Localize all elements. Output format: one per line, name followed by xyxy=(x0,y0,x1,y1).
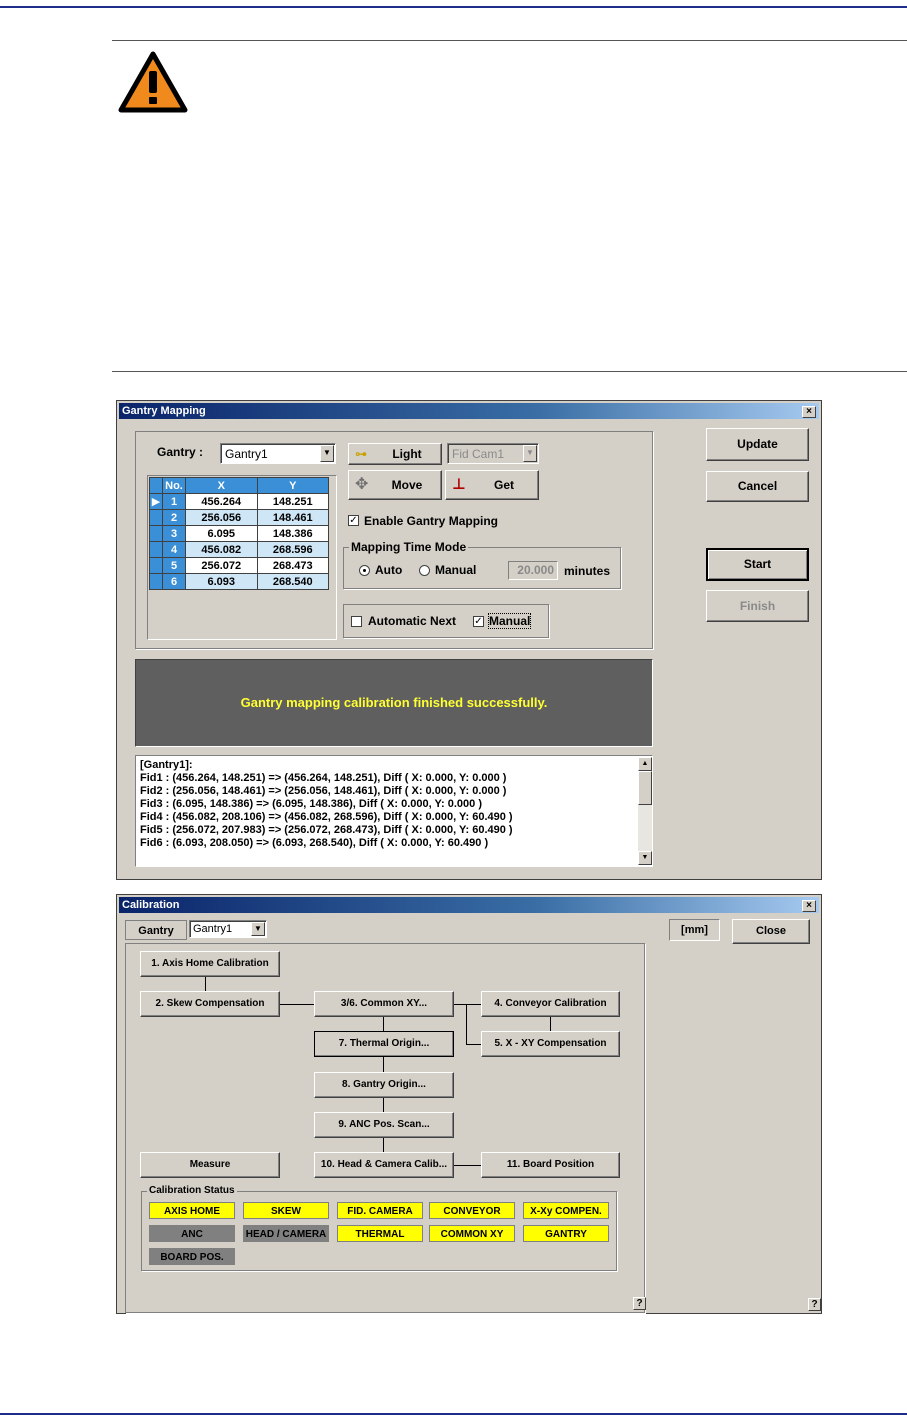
cell-y[interactable]: 148.251 xyxy=(257,494,329,510)
conveyor-calibration-button[interactable]: 4. Conveyor Calibration xyxy=(481,991,620,1017)
log-line: [Gantry1]: xyxy=(140,759,193,771)
cell-no: 1 xyxy=(163,494,186,510)
connector-line xyxy=(453,1165,481,1166)
gantry-select-value: Gantry1 xyxy=(193,923,233,935)
connector-line xyxy=(383,1098,384,1113)
cell-y[interactable]: 148.461 xyxy=(257,510,329,526)
row-selector xyxy=(150,542,163,558)
table-row[interactable] xyxy=(150,558,329,574)
status-thermal: THERMAL xyxy=(337,1225,423,1242)
status-common-xy: COMMON XY xyxy=(429,1225,515,1242)
manual-radio[interactable] xyxy=(419,565,430,576)
table-header-row xyxy=(150,478,329,494)
manual-checkbox[interactable]: ✓ xyxy=(474,616,483,627)
x-xy-compensation-button[interactable]: 5. X - XY Compensation xyxy=(481,1031,620,1057)
table-row[interactable] xyxy=(150,510,329,526)
gantry-label: Gantry : xyxy=(157,445,204,459)
window-title: Gantry Mapping xyxy=(122,405,206,417)
enable-mapping-label: Enable Gantry Mapping xyxy=(364,514,499,528)
status-axis-home: AXIS HOME xyxy=(149,1202,235,1219)
connector-line xyxy=(550,1017,551,1031)
status-x-xy-compen: X-Xy COMPEN. xyxy=(523,1202,609,1219)
fiducial-table xyxy=(149,477,329,590)
auto-label: Auto xyxy=(375,563,403,577)
close-window-button[interactable]: × xyxy=(802,406,816,418)
cell-x[interactable]: 456.082 xyxy=(186,542,258,558)
chevron-down-icon[interactable]: ▼ xyxy=(251,922,265,936)
status-board-pos: BOARD POS. xyxy=(149,1248,235,1265)
log-line: Fid6 : (6.093, 208.050) => (6.093, 268.540), Diff ( X: 0.000, Y: 60.490 ) xyxy=(140,837,489,849)
unit-indicator: [mm] xyxy=(669,919,720,941)
calibration-window xyxy=(116,894,822,1314)
connector-line xyxy=(205,977,206,991)
table-row[interactable] xyxy=(150,542,329,558)
header-x: X xyxy=(186,478,258,494)
scroll-up-icon[interactable]: ▲ xyxy=(638,757,652,771)
move-button[interactable] xyxy=(348,470,442,500)
log-text-area[interactable] xyxy=(137,757,637,865)
header-y: Y xyxy=(257,478,329,494)
gantry-select-value: Gantry1 xyxy=(225,447,268,461)
automatic-next-label: Automatic Next xyxy=(368,614,457,628)
light-button-label: Light xyxy=(392,447,422,461)
move-button-label: Move xyxy=(391,478,423,492)
chevron-down-icon[interactable]: ▼ xyxy=(320,445,334,462)
start-button[interactable]: Start xyxy=(706,548,809,581)
chevron-down-icon[interactable]: ▼ xyxy=(523,445,537,462)
help-icon[interactable]: ? xyxy=(808,1298,821,1311)
cell-x[interactable]: 6.093 xyxy=(186,574,258,590)
axis-home-calibration-button[interactable]: 1. Axis Home Calibration xyxy=(140,951,280,977)
cell-y[interactable]: 268.540 xyxy=(257,574,329,590)
get-button-label: Get xyxy=(493,478,514,492)
row-selector xyxy=(150,558,163,574)
gantry-mapping-window xyxy=(116,400,822,880)
cell-y[interactable]: 268.473 xyxy=(257,558,329,574)
manual-label: Manual xyxy=(435,563,477,577)
log-line: Fid5 : (256.072, 207.983) => (256.072, 268.473), Diff ( X: 0.000, Y: 60.490 ) xyxy=(140,824,513,836)
close-button[interactable]: Close xyxy=(732,919,810,944)
fiducial-table-frame xyxy=(147,475,337,640)
connector-line xyxy=(453,1004,481,1005)
mapping-time-mode-label: Mapping Time Mode xyxy=(351,540,467,554)
status-gantry: GANTRY xyxy=(523,1225,609,1242)
connector-line xyxy=(383,1057,384,1073)
warning-triangle-icon xyxy=(118,51,188,113)
connector-line xyxy=(466,1044,481,1045)
window-title: Calibration xyxy=(122,899,180,911)
log-line: Fid4 : (456.082, 208.106) => (456.082, 268.596), Diff ( X: 0.000, Y: 60.490 ) xyxy=(140,811,513,823)
enable-mapping-checkbox[interactable]: ✓ xyxy=(349,515,358,526)
top-rule xyxy=(0,6,907,8)
connector-line xyxy=(466,1004,467,1044)
move-arrows-icon: ✥ xyxy=(355,476,369,493)
status-message-panel: Gantry mapping calibration finished successfully. xyxy=(135,659,653,747)
axis-get-icon: ⊥ xyxy=(452,476,466,493)
cell-x[interactable]: 256.056 xyxy=(186,510,258,526)
calibration-status-label: Calibration Status xyxy=(149,1185,235,1196)
table-row[interactable] xyxy=(150,574,329,590)
cell-y[interactable]: 148.386 xyxy=(257,526,329,542)
table-row[interactable] xyxy=(150,494,329,510)
cell-y[interactable]: 268.596 xyxy=(257,542,329,558)
cancel-button[interactable]: Cancel xyxy=(706,471,809,502)
light-bulb-icon: ⊶ xyxy=(355,447,367,461)
anc-pos-scan-button[interactable]: 9. ANC Pos. Scan... xyxy=(314,1112,454,1138)
table-row[interactable] xyxy=(150,526,329,542)
cell-x[interactable]: 6.095 xyxy=(186,526,258,542)
skew-compensation-button[interactable]: 2. Skew Compensation xyxy=(140,991,280,1017)
connector-line xyxy=(383,1138,384,1153)
log-line: Fid2 : (256.056, 148.461) => (256.056, 148.461), Diff ( X: 0.000, Y: 0.000 ) xyxy=(140,785,507,797)
cell-no: 2 xyxy=(163,510,186,526)
gantry-select[interactable] xyxy=(189,920,267,938)
status-conveyor: CONVEYOR xyxy=(429,1202,515,1219)
fid-cam-select[interactable] xyxy=(447,443,539,464)
head-camera-calib-button[interactable]: 10. Head & Camera Calib... xyxy=(314,1152,454,1178)
automatic-next-checkbox[interactable] xyxy=(351,616,362,627)
cell-x[interactable]: 456.264 xyxy=(186,494,258,510)
cell-no: 4 xyxy=(163,542,186,558)
connector-line xyxy=(383,1017,384,1031)
log-line: Fid3 : (6.095, 148.386) => (6.095, 148.386), Diff ( X: 0.000, Y: 0.000 ) xyxy=(140,798,482,810)
cell-no: 5 xyxy=(163,558,186,574)
manual-checkbox-label: Manual xyxy=(489,614,531,628)
row-selector xyxy=(150,574,163,590)
log-scrollbar[interactable] xyxy=(638,757,652,865)
finish-button[interactable]: Finish xyxy=(706,590,809,622)
row-selector xyxy=(150,510,163,526)
get-button[interactable] xyxy=(445,470,539,500)
status-anc: ANC xyxy=(149,1225,235,1242)
common-xy-button[interactable]: 3/6. Common XY... xyxy=(314,991,454,1017)
row-pointer-icon: ▶ xyxy=(150,494,163,510)
help-icon[interactable]: ? xyxy=(633,1297,646,1310)
log-frame xyxy=(135,755,653,867)
gantry-select[interactable] xyxy=(220,443,336,464)
log-line: Fid1 : (456.264, 148.251) => (456.264, 148.251), Diff ( X: 0.000, Y: 0.000 ) xyxy=(140,772,507,784)
minutes-label: minutes xyxy=(564,564,611,578)
gantry-mapping-titlebar xyxy=(119,403,819,419)
minutes-input[interactable]: 20.000 xyxy=(508,561,558,580)
update-button[interactable]: Update xyxy=(706,428,809,461)
cell-no: 3 xyxy=(163,526,186,542)
row-selector xyxy=(150,526,163,542)
cell-x[interactable]: 256.072 xyxy=(186,558,258,574)
warning-top-rule xyxy=(112,40,907,41)
gantry-origin-button[interactable]: 8. Gantry Origin... xyxy=(314,1072,454,1098)
row-selector-header xyxy=(150,478,163,494)
status-head-camera: HEAD / CAMERA xyxy=(243,1225,329,1242)
measure-button[interactable]: Measure xyxy=(140,1152,280,1178)
cell-no: 6 xyxy=(163,574,186,590)
close-window-button[interactable]: × xyxy=(802,900,816,912)
header-no: No. xyxy=(163,478,186,494)
light-button[interactable] xyxy=(348,443,442,465)
auto-radio[interactable] xyxy=(359,565,370,576)
scroll-thumb[interactable] xyxy=(638,771,652,805)
warning-bottom-rule xyxy=(112,371,907,372)
status-fid-camera: FID. CAMERA xyxy=(337,1202,423,1219)
bottom-rule xyxy=(0,1413,907,1415)
calibration-titlebar xyxy=(119,897,819,913)
scroll-down-icon[interactable]: ▼ xyxy=(638,851,652,865)
thermal-origin-button[interactable]: 7. Thermal Origin... xyxy=(314,1031,454,1057)
connector-line xyxy=(279,1004,315,1005)
gantry-label: Gantry xyxy=(125,920,187,940)
board-position-button[interactable]: 11. Board Position xyxy=(481,1152,620,1178)
fid-cam-select-value: Fid Cam1 xyxy=(452,447,505,461)
status-skew: SKEW xyxy=(243,1202,329,1219)
